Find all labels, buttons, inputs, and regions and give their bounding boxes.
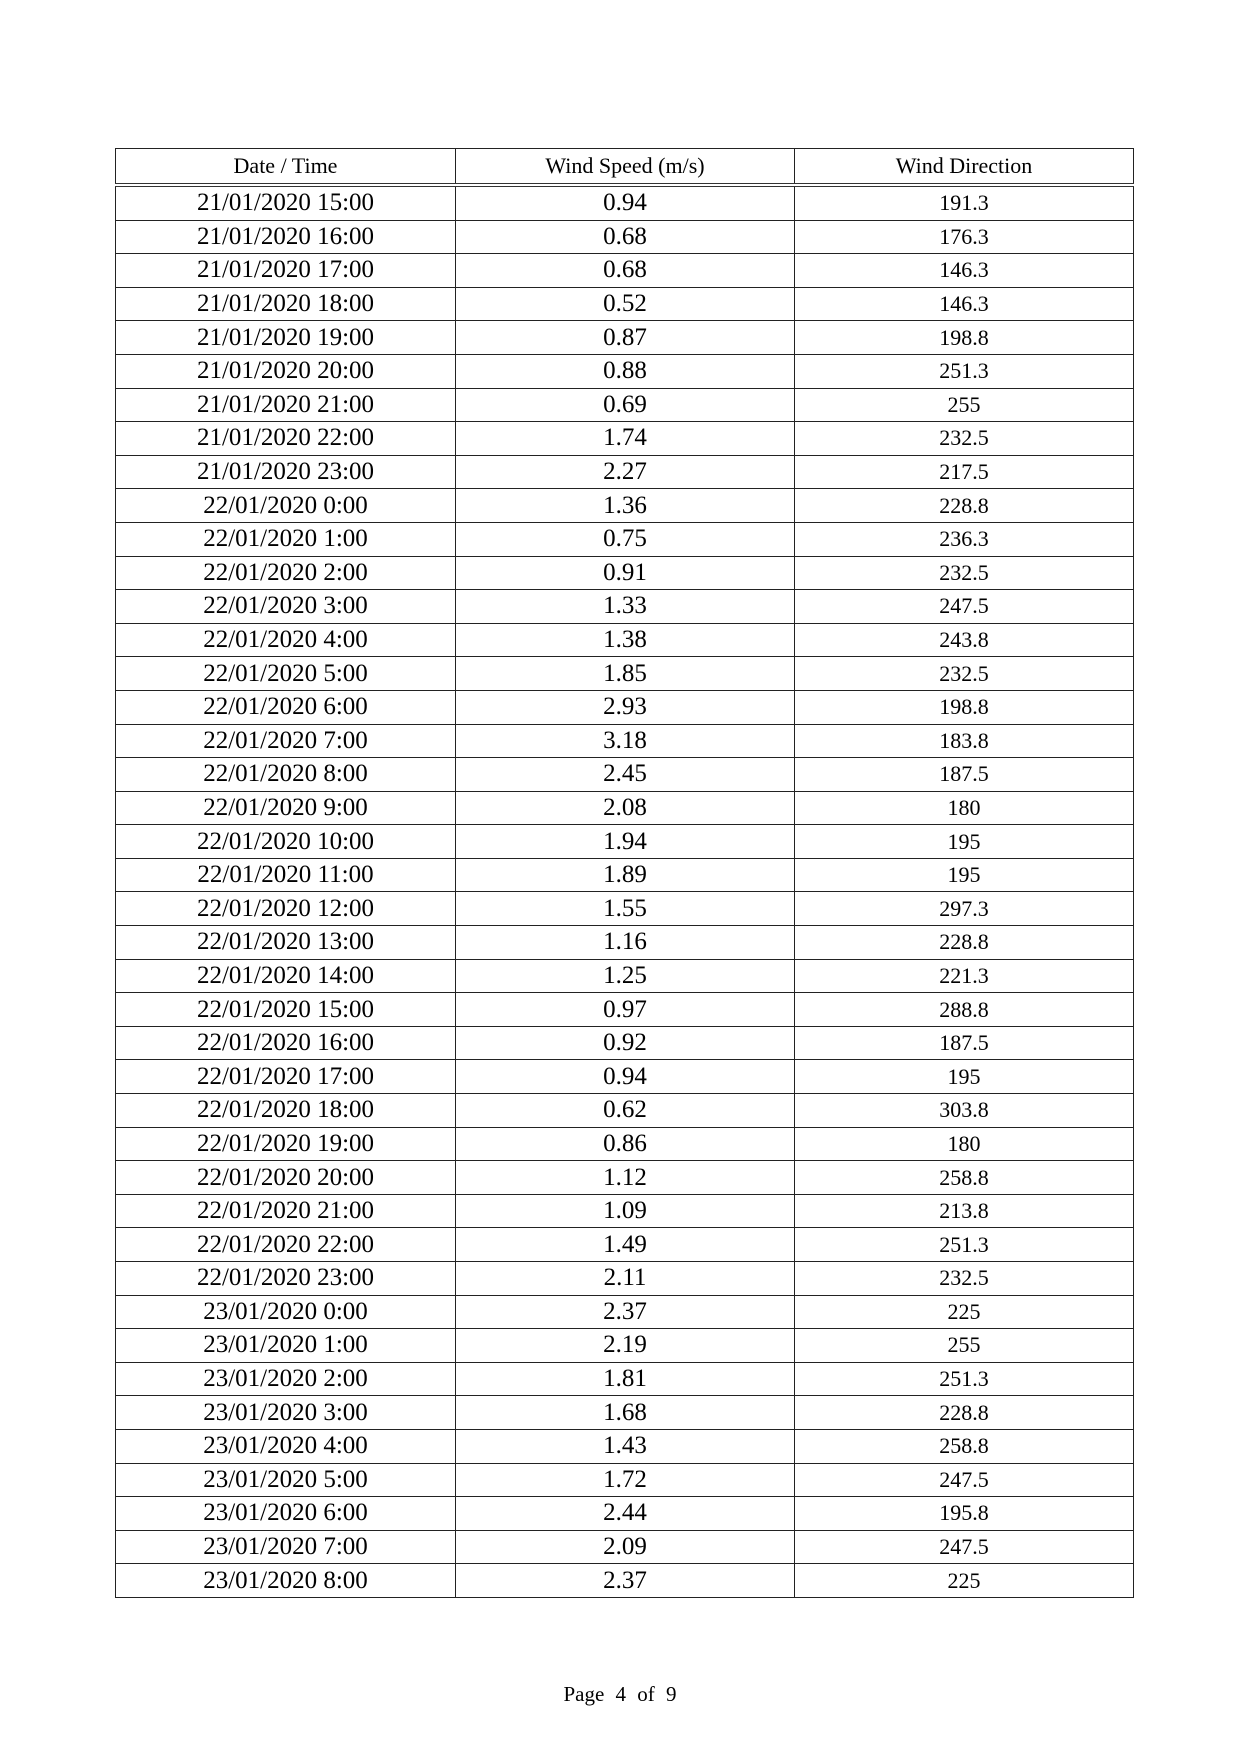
cell-wind-direction: 236.3 [795,522,1134,556]
table-row [116,724,1134,758]
table-row [116,657,1134,691]
cell-wind-direction: 187.5 [795,1026,1134,1060]
table-row [116,1094,1134,1128]
header-date-time: Date / Time [116,149,456,186]
cell-wind-speed: 0.94 [456,1060,795,1094]
cell-wind-direction: 232.5 [795,422,1134,456]
table-row [116,354,1134,388]
table-row [116,758,1134,792]
cell-date-time: 22/01/2020 10:00 [116,825,456,859]
cell-date-time: 22/01/2020 9:00 [116,791,456,825]
cell-date-time: 21/01/2020 20:00 [116,354,456,388]
cell-wind-direction: 258.8 [795,1161,1134,1195]
table-row [116,791,1134,825]
cell-date-time: 22/01/2020 4:00 [116,623,456,657]
table-row [116,623,1134,657]
cell-date-time: 22/01/2020 7:00 [116,724,456,758]
cell-wind-direction: 187.5 [795,758,1134,792]
cell-wind-speed: 2.09 [456,1530,795,1564]
cell-wind-direction: 146.3 [795,287,1134,321]
table-row [116,1329,1134,1363]
cell-date-time: 22/01/2020 23:00 [116,1262,456,1296]
cell-wind-speed: 1.68 [456,1396,795,1430]
cell-wind-speed: 1.16 [456,926,795,960]
table-row [116,1429,1134,1463]
cell-wind-speed: 2.08 [456,791,795,825]
table-row [116,1026,1134,1060]
cell-wind-direction: 243.8 [795,623,1134,657]
cell-wind-speed: 1.36 [456,489,795,523]
cell-wind-direction: 146.3 [795,254,1134,288]
cell-date-time: 23/01/2020 2:00 [116,1362,456,1396]
cell-date-time: 22/01/2020 8:00 [116,758,456,792]
table-row [116,1497,1134,1531]
cell-date-time: 23/01/2020 4:00 [116,1429,456,1463]
cell-date-time: 22/01/2020 17:00 [116,1060,456,1094]
table-row [116,1564,1134,1598]
cell-date-time: 22/01/2020 13:00 [116,926,456,960]
cell-wind-speed: 1.81 [456,1362,795,1396]
cell-date-time: 23/01/2020 6:00 [116,1497,456,1531]
cell-wind-speed: 0.69 [456,388,795,422]
cell-date-time: 22/01/2020 1:00 [116,522,456,556]
cell-date-time: 21/01/2020 22:00 [116,422,456,456]
table-row [116,185,1134,220]
cell-wind-direction: 217.5 [795,455,1134,489]
cell-date-time: 22/01/2020 2:00 [116,556,456,590]
table-row [116,287,1134,321]
table-row [116,321,1134,355]
table-row [116,1362,1134,1396]
cell-wind-speed: 2.37 [456,1564,795,1598]
cell-date-time: 21/01/2020 19:00 [116,321,456,355]
cell-date-time: 22/01/2020 6:00 [116,690,456,724]
table-row [116,388,1134,422]
table-row [116,455,1134,489]
cell-wind-speed: 1.85 [456,657,795,691]
cell-date-time: 22/01/2020 19:00 [116,1127,456,1161]
cell-wind-direction: 198.8 [795,321,1134,355]
table-row [116,959,1134,993]
cell-wind-direction: 297.3 [795,892,1134,926]
table-row [116,892,1134,926]
table-row [116,858,1134,892]
cell-date-time: 21/01/2020 15:00 [116,185,456,220]
table-row [116,254,1134,288]
table-row [116,926,1134,960]
cell-wind-speed: 0.87 [456,321,795,355]
cell-wind-direction: 288.8 [795,993,1134,1027]
table-row [116,556,1134,590]
table-row [116,1161,1134,1195]
cell-date-time: 22/01/2020 3:00 [116,590,456,624]
cell-wind-speed: 0.62 [456,1094,795,1128]
cell-wind-speed: 0.94 [456,185,795,220]
cell-wind-speed: 0.68 [456,254,795,288]
cell-wind-speed: 2.11 [456,1262,795,1296]
cell-date-time: 22/01/2020 20:00 [116,1161,456,1195]
cell-date-time: 22/01/2020 5:00 [116,657,456,691]
table-row [116,690,1134,724]
cell-date-time: 22/01/2020 18:00 [116,1094,456,1128]
cell-wind-speed: 2.44 [456,1497,795,1531]
table-row [116,1127,1134,1161]
wind-data-table [115,148,1134,1598]
cell-date-time: 21/01/2020 17:00 [116,254,456,288]
cell-wind-direction: 191.3 [795,185,1134,220]
table-row [116,1295,1134,1329]
table-row [116,1194,1134,1228]
table-row [116,1463,1134,1497]
cell-wind-speed: 2.19 [456,1329,795,1363]
cell-date-time: 22/01/2020 11:00 [116,858,456,892]
cell-wind-speed: 1.89 [456,858,795,892]
table-row [116,1060,1134,1094]
cell-date-time: 22/01/2020 0:00 [116,489,456,523]
cell-wind-speed: 1.74 [456,422,795,456]
cell-wind-speed: 0.97 [456,993,795,1027]
table-header-row [116,149,1134,186]
table-row [116,1262,1134,1296]
cell-wind-direction: 232.5 [795,556,1134,590]
header-wind-direction: Wind Direction [795,149,1134,186]
cell-wind-direction: 213.8 [795,1194,1134,1228]
cell-wind-speed: 0.68 [456,220,795,254]
cell-wind-direction: 255 [795,1329,1134,1363]
cell-wind-speed: 0.88 [456,354,795,388]
cell-wind-speed: 3.18 [456,724,795,758]
cell-wind-speed: 0.92 [456,1026,795,1060]
cell-wind-direction: 195 [795,825,1134,859]
cell-wind-direction: 303.8 [795,1094,1134,1128]
cell-wind-speed: 1.43 [456,1429,795,1463]
cell-date-time: 22/01/2020 15:00 [116,993,456,1027]
cell-wind-speed: 1.12 [456,1161,795,1195]
cell-wind-direction: 232.5 [795,1262,1134,1296]
table-row [116,993,1134,1027]
cell-wind-direction: 247.5 [795,590,1134,624]
cell-wind-speed: 1.25 [456,959,795,993]
cell-date-time: 21/01/2020 21:00 [116,388,456,422]
cell-wind-direction: 195 [795,1060,1134,1094]
cell-date-time: 21/01/2020 16:00 [116,220,456,254]
cell-wind-speed: 1.94 [456,825,795,859]
cell-wind-direction: 251.3 [795,1362,1134,1396]
cell-date-time: 22/01/2020 22:00 [116,1228,456,1262]
cell-wind-direction: 225 [795,1564,1134,1598]
cell-wind-direction: 225 [795,1295,1134,1329]
cell-wind-speed: 1.33 [456,590,795,624]
cell-wind-speed: 1.55 [456,892,795,926]
cell-date-time: 22/01/2020 21:00 [116,1194,456,1228]
cell-wind-speed: 1.09 [456,1194,795,1228]
cell-wind-speed: 1.38 [456,623,795,657]
cell-wind-direction: 247.5 [795,1530,1134,1564]
cell-date-time: 23/01/2020 0:00 [116,1295,456,1329]
table-row [116,422,1134,456]
cell-wind-speed: 2.27 [456,455,795,489]
cell-date-time: 23/01/2020 7:00 [116,1530,456,1564]
cell-wind-speed: 0.86 [456,1127,795,1161]
cell-wind-direction: 228.8 [795,1396,1134,1430]
cell-wind-speed: 1.72 [456,1463,795,1497]
cell-wind-direction: 195 [795,858,1134,892]
cell-wind-speed: 0.75 [456,522,795,556]
table-body [116,185,1134,1597]
cell-wind-direction: 195.8 [795,1497,1134,1531]
cell-wind-direction: 258.8 [795,1429,1134,1463]
cell-wind-direction: 176.3 [795,220,1134,254]
cell-wind-speed: 0.91 [456,556,795,590]
cell-wind-speed: 1.49 [456,1228,795,1262]
cell-wind-direction: 180 [795,791,1134,825]
table-row [116,220,1134,254]
cell-date-time: 21/01/2020 18:00 [116,287,456,321]
cell-wind-speed: 2.37 [456,1295,795,1329]
cell-wind-direction: 180 [795,1127,1134,1161]
table-row [116,1228,1134,1262]
cell-wind-speed: 2.45 [456,758,795,792]
cell-date-time: 23/01/2020 3:00 [116,1396,456,1430]
cell-wind-direction: 228.8 [795,926,1134,960]
cell-date-time: 21/01/2020 23:00 [116,455,456,489]
cell-date-time: 23/01/2020 1:00 [116,1329,456,1363]
header-wind-speed: Wind Speed (m/s) [456,149,795,186]
cell-date-time: 23/01/2020 5:00 [116,1463,456,1497]
table-row [116,522,1134,556]
cell-date-time: 22/01/2020 16:00 [116,1026,456,1060]
table-row [116,1396,1134,1430]
cell-wind-direction: 247.5 [795,1463,1134,1497]
table-row [116,825,1134,859]
cell-wind-direction: 251.3 [795,354,1134,388]
cell-wind-direction: 251.3 [795,1228,1134,1262]
cell-date-time: 22/01/2020 14:00 [116,959,456,993]
cell-date-time: 23/01/2020 8:00 [116,1564,456,1598]
cell-wind-direction: 228.8 [795,489,1134,523]
table-row [116,1530,1134,1564]
cell-wind-speed: 0.52 [456,287,795,321]
table-row [116,590,1134,624]
page-number: Page 4 of 9 [563,1682,677,1706]
cell-wind-speed: 2.93 [456,690,795,724]
cell-wind-direction: 232.5 [795,657,1134,691]
table-row [116,489,1134,523]
cell-date-time: 22/01/2020 12:00 [116,892,456,926]
cell-wind-direction: 198.8 [795,690,1134,724]
cell-wind-direction: 183.8 [795,724,1134,758]
cell-wind-direction: 255 [795,388,1134,422]
cell-wind-direction: 221.3 [795,959,1134,993]
